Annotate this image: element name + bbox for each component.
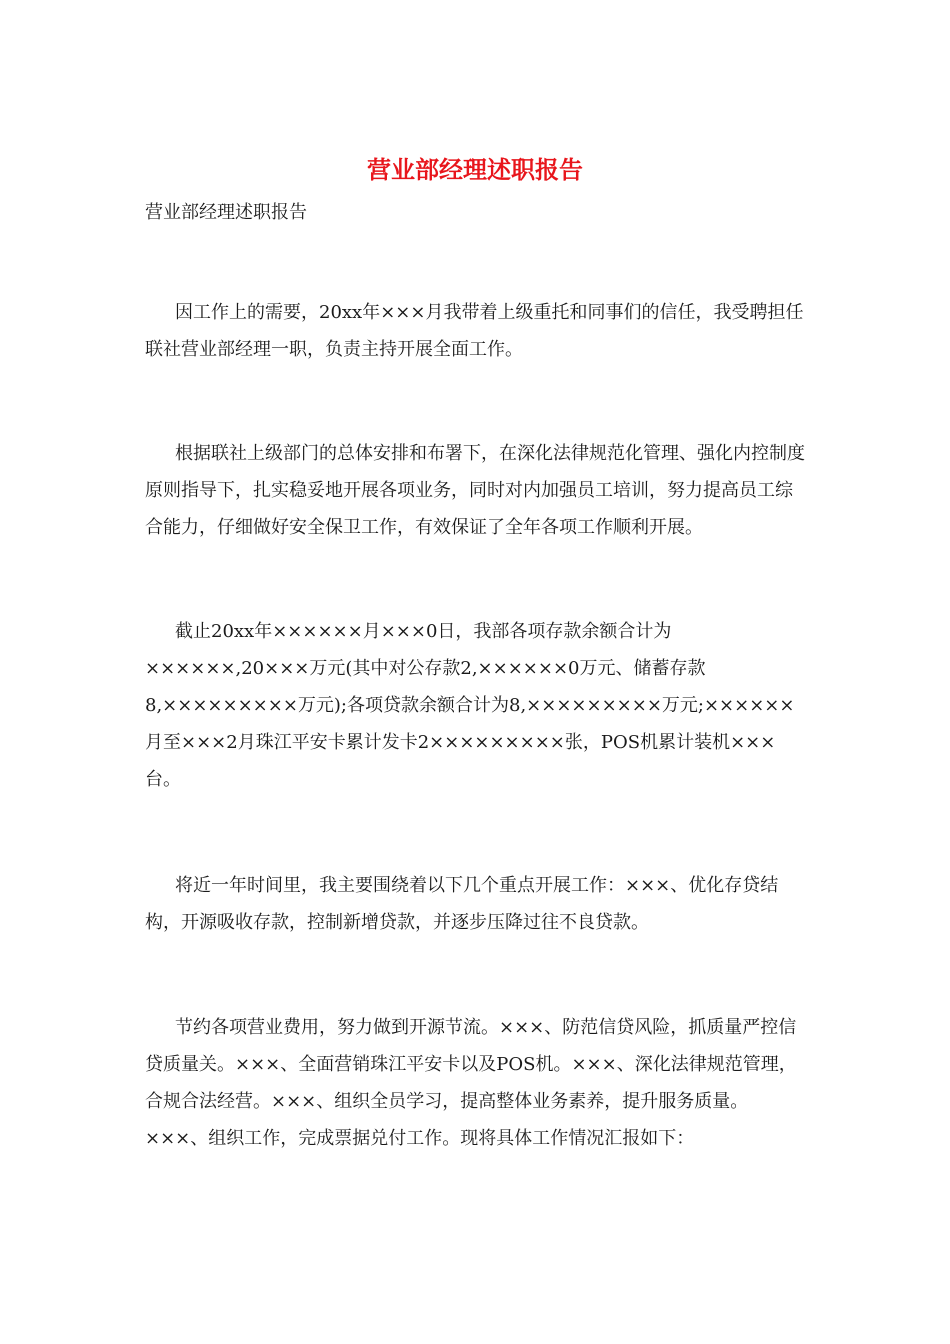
document-title: 营业部经理述职报告 bbox=[367, 155, 583, 184]
paragraph-5: 节约各项营业费用，努力做到开源节流。×××、防范信贷风险，抓质量严控信贷质量关。×××、全面营销珠江平安卡以及POS机。×××、深化法律规范管理，合规合法经营。×××、组织全员学习，提高整体业务素养，提升服务质量。×××、组织工作，完成票据兑付工作。现将具体工作情况汇报如下： bbox=[145, 1017, 797, 1149]
paragraph-2: 根据联社上级部门的总体安排和布署下，在深化法律规范化管理、强化内控制度原则指导下，扎实稳妥地开展各项业务，同时对内加强员工培训，努力提高员工综合能力，仔细做好安全保卫工作，有效保证了全年各项工作顺利开展。 bbox=[145, 443, 805, 538]
document-subtitle: 营业部经理述职报告 bbox=[145, 202, 307, 223]
paragraph-4: 将近一年时间里，我主要围绕着以下几个重点开展工作：×××、优化存贷结构，开源吸收存款，控制新增贷款，并逐步压降过往不良贷款。 bbox=[145, 875, 779, 933]
paragraph-1: 因工作上的需要，20xx年×××月我带着上级重托和同事们的信任，我受聘担任联社营业部经理一职，负责主持开展全面工作。 bbox=[145, 302, 804, 360]
paragraph-3: 截止20xx年××××××月×××0日，我部各项存款余额合计为××××××,20×××万元(其中对公存款2,××××××0万元、储蓄存款8,×××××××××万元);各项贷款余额合计为8,×××××××××万元;××××××月至×××2月珠江平安卡累计发卡2×××××××××张，POS机累计装机×××台。 bbox=[145, 621, 795, 790]
